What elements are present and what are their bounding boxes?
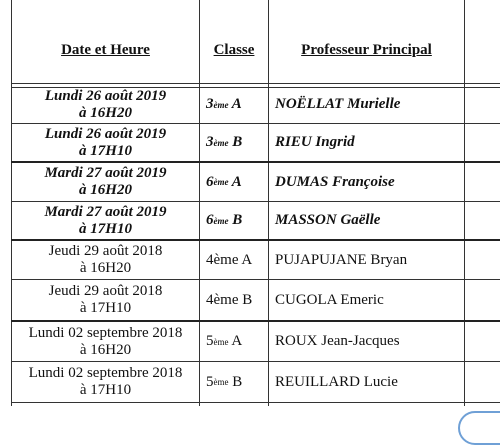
- date-line: Mardi 27 août 2019: [44, 203, 167, 220]
- class-letter: B: [228, 212, 243, 228]
- date-line: Jeudi 29 août 2018: [48, 243, 163, 259]
- table-border-bottom: [11, 402, 500, 403]
- time-line: à 17H10: [79, 382, 132, 398]
- class-cell: 4ème B: [206, 291, 253, 308]
- prof-cell: DUMAS Françoise: [275, 173, 395, 190]
- class-number: 3: [206, 134, 214, 150]
- time-line: à 16H20: [79, 260, 132, 276]
- class-number: 6: [206, 212, 214, 228]
- time-line: à 16H20: [79, 341, 132, 358]
- column-divider: [464, 0, 465, 406]
- date-line: Mardi 27 août 2019: [44, 165, 167, 181]
- date-line: Lundi 02 septembre 2018: [28, 365, 183, 381]
- class-cell: 3 ème A: [206, 96, 242, 112]
- class-letter: A: [228, 173, 242, 190]
- class-cell: 3 ème B: [206, 134, 243, 150]
- class-cell: 5 ème A: [206, 333, 243, 349]
- time-line: à 17H10: [79, 220, 132, 237]
- date-line: Lundi 02 septembre 2018: [28, 324, 183, 341]
- header-date: Date et Heure: [61, 41, 150, 58]
- time-line: à 17H10: [79, 142, 132, 159]
- date-line: Lundi 26 août 2019: [44, 125, 167, 142]
- class-number: 5: [206, 333, 214, 349]
- header-classe: Classe: [213, 41, 255, 58]
- date-cell: [12, 241, 199, 279]
- class-cell: 4ème A: [206, 251, 253, 268]
- time-line: à 16H20: [79, 104, 132, 121]
- prof-cell: ROUX Jean-Jacques: [275, 333, 400, 349]
- prof-cell: REUILLARD Lucie: [275, 373, 398, 390]
- date-line: Jeudi 29 août 2018: [48, 283, 163, 299]
- class-letter: B: [228, 134, 243, 150]
- header-prof: Professeur Principal: [301, 41, 432, 58]
- class-number: 5: [206, 373, 214, 390]
- prof-cell: NOËLLAT Murielle: [275, 96, 401, 112]
- class-cell: 5 ème B: [206, 373, 243, 390]
- prof-cell: MASSON Gaëlle: [275, 212, 381, 228]
- prof-cell: CUGOLA Emeric: [275, 291, 384, 308]
- prof-cell: RIEU Ingrid: [275, 134, 355, 150]
- prof-cell: PUJAPUJANE Bryan: [275, 251, 408, 268]
- date-cell: [12, 86, 199, 123]
- date-cell: [12, 124, 199, 161]
- date-cell: [12, 202, 199, 239]
- class-letter: B: [228, 373, 243, 390]
- class-number: 3: [206, 96, 214, 112]
- date-cell: [12, 362, 199, 402]
- class-letter: A: [228, 96, 242, 112]
- date-cell: [12, 322, 199, 361]
- stamp-graphic: [458, 411, 500, 445]
- date-line: Lundi 26 août 2019: [44, 87, 167, 104]
- date-cell: [12, 280, 199, 320]
- time-line: à 16H20: [79, 182, 132, 198]
- class-number: 6: [206, 173, 214, 190]
- class-cell: 6 ème B: [206, 212, 243, 228]
- date-cell: [12, 163, 199, 201]
- class-letter: A: [228, 333, 243, 349]
- class-cell: 6 ème A: [206, 173, 242, 190]
- time-line: à 17H10: [79, 300, 132, 316]
